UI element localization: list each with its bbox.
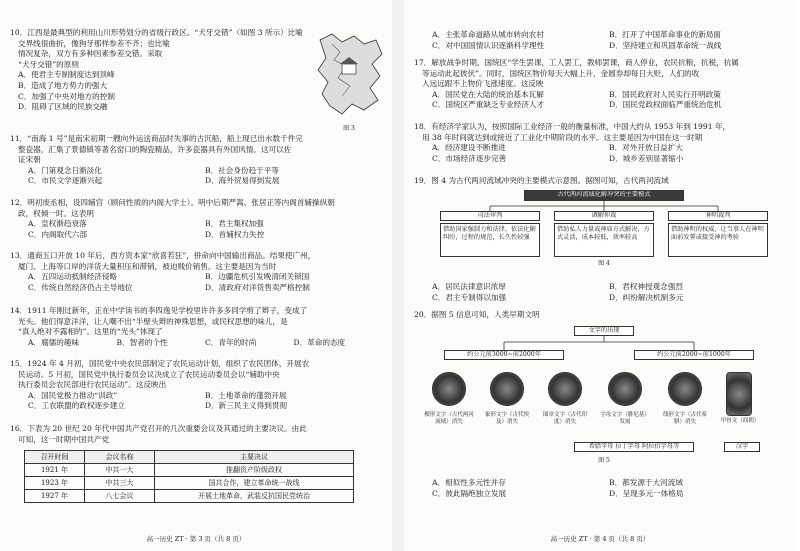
fig5-label-5: 线形文字（古代希腊）消失 bbox=[662, 412, 707, 425]
q15-line-1: 15．1924 年 4 月初，国民党中央农民部制定了农民运动计划，组织了农民团体，开展农 bbox=[10, 359, 310, 368]
question-18 bbox=[414, 122, 786, 164]
q12-options bbox=[10, 219, 382, 240]
q18-option-b[interactable]: B．对外开放日益扩大 bbox=[609, 143, 683, 153]
q13-options bbox=[10, 272, 382, 293]
q20-option-d[interactable]: D．呈现多元一体格局 bbox=[609, 488, 684, 498]
question-16 bbox=[10, 424, 382, 445]
q13-option-d[interactable]: D．清政府对洋货售卖严格控制 bbox=[205, 282, 310, 292]
q16-option-a[interactable]: A．主张革命道路从城市转向农村 bbox=[432, 30, 544, 39]
q15-line-3: 执行委员会农民部进行农民运动”。这反映出 bbox=[18, 380, 167, 390]
fig5-label-6: 甲骨文（商朝） bbox=[720, 418, 760, 424]
hieroglyph-tablet-icon bbox=[490, 372, 524, 406]
q14-options bbox=[10, 338, 382, 349]
q20-option-c[interactable]: C．彼此隔绝独立发展 bbox=[432, 488, 507, 498]
table-cell: 开展土地革命，武装反抗国民党统治 bbox=[155, 490, 354, 503]
question-17 bbox=[414, 58, 786, 111]
linear-script-icon bbox=[668, 372, 702, 406]
fig5-label-4: 字母文字（腓尼基）发展 bbox=[600, 412, 650, 425]
q18-option-c[interactable]: C．市场经济逐步完善 bbox=[432, 153, 507, 163]
q11-line-3: 证宋朝 bbox=[18, 155, 41, 165]
q19-option-c[interactable]: C．君主专制得以加强 bbox=[432, 292, 507, 302]
fig5-label-1: 楔形文字（古代两河流域）消失 bbox=[424, 412, 474, 425]
q14-option-a[interactable]: A．腐儒的趣味 bbox=[28, 337, 80, 347]
fig4-box-1-body: 借助国家强制力和法律，依法化解纠纷，过程的规范，长久性较强 bbox=[440, 223, 540, 257]
q19-option-a[interactable]: A．居民法律意识浓厚 bbox=[432, 282, 506, 291]
fig5-alphabets: 希腊字母 拉丁字母 阿拉伯字母等 bbox=[574, 442, 694, 452]
fig5-label-3: 图章文字（古代印度）消失 bbox=[542, 412, 587, 425]
q18-options bbox=[414, 143, 786, 164]
q16-option-b[interactable]: B．打开了中国革命事业的新局面 bbox=[609, 30, 721, 39]
q17-option-a[interactable]: A．国民党在大陆的统治基本瓦解 bbox=[432, 89, 544, 99]
figure-5-diagram bbox=[424, 326, 784, 474]
q19-line-1: 19．图 4 为古代两河流域冲突的主要模式示意图。据图可知，古代两河流域 bbox=[414, 176, 669, 185]
q19-option-b[interactable]: B．君权神授观念强烈 bbox=[609, 282, 683, 291]
q16-table bbox=[24, 450, 354, 503]
question-20 bbox=[414, 310, 786, 321]
q10-line-1: 10．江西是最典型的利用山川形势划分的省级行政区。“犬牙交错”（如图 3 所示）比喻 bbox=[10, 28, 303, 37]
fig4-connectors bbox=[434, 201, 774, 211]
seal-script-icon bbox=[548, 372, 582, 406]
q16-option-c[interactable]: C．对中国国情认识逐渐科学理性 bbox=[432, 40, 545, 50]
fig5-label-2: 象形文字（古代埃及）消失 bbox=[484, 412, 529, 425]
table-header-row bbox=[25, 451, 354, 464]
question-15 bbox=[10, 359, 382, 412]
q17-option-c[interactable]: C．国统区严重缺乏专业经济人才 bbox=[432, 100, 545, 110]
phoenician-alphabet-icon bbox=[608, 372, 642, 406]
q16-line-1: 16．下表为 20 世纪 20 年代中国共产党召开的几次重要会议及其通过的主要决议。由此 bbox=[10, 424, 307, 433]
table-header: 主要决议 bbox=[155, 451, 354, 464]
page-3 bbox=[0, 0, 392, 551]
q18-option-a[interactable]: A．经济建设不断推进 bbox=[432, 143, 506, 153]
table-row bbox=[25, 464, 354, 477]
q14-option-b[interactable]: B．智者的个性 bbox=[116, 337, 168, 347]
q12-option-a[interactable]: A．皇权渐趋衰落 bbox=[28, 219, 87, 229]
table-header: 会议名称 bbox=[85, 451, 155, 464]
fig4-title: 古代两河流域化解冲突的主要模式 bbox=[524, 190, 684, 201]
q19-option-d[interactable]: D．纠纷解决机制多元 bbox=[609, 292, 684, 302]
fig4-box-1-head: 司法审判 bbox=[440, 211, 540, 221]
q17-option-d[interactable]: D．国民党政权面临严重统治危机 bbox=[609, 100, 722, 110]
q20-option-b[interactable]: B．都发源于大河流域 bbox=[609, 478, 683, 487]
q20-option-a[interactable]: A．相似性多元性并存 bbox=[432, 478, 506, 487]
figure-4-diagram bbox=[434, 190, 774, 270]
q13-line-1: 13．通商五口开放 10 年后，西方资本家“欣喜若狂”，拼命向中国输出商品。结果使广州， bbox=[10, 251, 316, 260]
table-cell: 1927 年 bbox=[25, 490, 85, 503]
q11-line-1: 11．“南海 1 号”是南宋初期一艘向外运送商品时失事的古沉船，船上现已出水数千件完 bbox=[10, 134, 303, 143]
q13-option-b[interactable]: B．边疆危机引发晚清闭关锁国 bbox=[205, 272, 310, 282]
question-12 bbox=[10, 198, 382, 240]
q12-option-c[interactable]: C．内阁取代六部 bbox=[28, 229, 87, 239]
q13-option-c[interactable]: C．传统自然经济仍占主导地位 bbox=[28, 282, 133, 292]
page-footer: 高一历史 ZT · 第 3 页（共 8 页） bbox=[146, 535, 246, 544]
table-cell: 1921 年 bbox=[25, 464, 85, 477]
q10-option-d[interactable]: D．阻碍了区域的民族交融 bbox=[18, 102, 108, 112]
q20-line-1: 20．据图 5 信息可知，人类早期文明 bbox=[414, 310, 540, 319]
fig4-box-3-body: 借助神明的权威，让当事人在神明面前发誓或接受神的考验 bbox=[668, 223, 768, 257]
q11-option-a[interactable]: A．门第观念日渐淡化 bbox=[28, 165, 102, 175]
q18-line-2: 用 38 年时间就达到或接近了工业化中期阶段的水平。这主要是因为中国在这一时期 bbox=[422, 132, 703, 142]
figure-3-caption: 图 3 bbox=[343, 124, 355, 132]
table-cell: 八七会议 bbox=[85, 490, 155, 503]
q12-line-1: 12．明初废丞相，设四辅官（顾问性质的内阁大学士）。明中后期严嵩、张居正等内阁首辅操纵朝 bbox=[10, 198, 335, 207]
fig5-right-period: 约公元前2000~前1000年 bbox=[634, 350, 754, 360]
table-cell: 中共一大 bbox=[85, 464, 155, 477]
question-19-options bbox=[414, 282, 786, 303]
q17-line-2: 等运动此起彼伏”。同时，国统区物价每天大幅上升，金圆券却每日大贬，人们的收 bbox=[422, 68, 700, 78]
table-cell: 1923 年 bbox=[25, 477, 85, 490]
fig5-left-period: 约公元前3000~前2000年 bbox=[444, 350, 564, 360]
figure-3-map bbox=[312, 30, 386, 130]
q17-line-3: 入远远跟不上物价飞涨速度。这反映 bbox=[422, 79, 544, 89]
q13-option-a[interactable]: A．五四运动抵制经济侵略 bbox=[28, 272, 118, 282]
q13-line-2: 厦门、上海等口岸的洋货大量积压和滞销，被迫贱价销售。这主要是因为当时 bbox=[18, 261, 277, 271]
question-13 bbox=[10, 251, 382, 293]
q10-line-3: 情况复杂，双方有多种因素参差交错。采取 bbox=[18, 49, 163, 59]
q11-option-b[interactable]: B．社会身份趋于平等 bbox=[205, 165, 279, 175]
fig4-box-3-head: 神明裁判 bbox=[668, 211, 768, 221]
table-cell: 推翻资产阶级政权 bbox=[155, 464, 354, 477]
jiangxi-map-icon bbox=[312, 30, 386, 120]
figure-5-caption: 图 5 bbox=[598, 457, 610, 464]
figure-4-caption: 图 4 bbox=[598, 260, 610, 267]
q10-option-b[interactable]: B．造成了地方势力的强大 bbox=[18, 80, 108, 90]
fig4-box-2-body: 借助私人力量或神庙方式解决，方式灵活，成本较低，效率较高 bbox=[554, 223, 654, 257]
q14-option-d[interactable]: D．革命的态度 bbox=[293, 337, 346, 347]
q12-option-b[interactable]: B．君主集权加强 bbox=[205, 219, 264, 229]
q11-options bbox=[10, 166, 382, 187]
q15-option-b[interactable]: B．土地革命的蓬勃开展 bbox=[205, 390, 287, 400]
question-20-options bbox=[414, 478, 786, 499]
question-16-options bbox=[414, 30, 786, 51]
page-gutter bbox=[392, 0, 404, 551]
q15-options bbox=[10, 391, 382, 412]
oracle-bone-icon bbox=[726, 372, 752, 416]
q17-line-1: 17．解放战争时期，国统区“学生罢课，工人罢工，教师罢课，商人停业，农民抗粮，抗税，抗属 bbox=[414, 58, 739, 67]
table-cell: 国共合作，建立革命统一战线 bbox=[155, 477, 354, 490]
fig4-box-2-head: 调解仲裁 bbox=[554, 211, 654, 221]
q14-option-c[interactable]: C．青年的时尚 bbox=[205, 337, 257, 347]
q10-option-a[interactable]: A．使君主专制制度达到顶峰 bbox=[18, 70, 115, 80]
cuneiform-tablet-icon bbox=[432, 372, 466, 406]
q15-option-d[interactable]: D．新三民主义得到贯彻 bbox=[205, 401, 288, 411]
question-19 bbox=[414, 176, 786, 187]
q19-options bbox=[414, 282, 786, 303]
q12-line-2: 政，权倾一时。这表明 bbox=[18, 208, 94, 218]
q17-options bbox=[414, 90, 786, 111]
fig5-hanzi: 汉字 bbox=[724, 442, 760, 452]
question-11 bbox=[10, 134, 382, 187]
q14-line-2: 光头。他们得意洋洋，让人嘲不出“半壁头辫的神殊思想，或民权思想的味儿，是 bbox=[18, 316, 288, 326]
q14-line-1: 14．1911 年刚过新年，正在中学读书的李四逸见学校里许许多多同学剪了辫子，变成了 bbox=[10, 306, 308, 315]
table-row bbox=[25, 477, 354, 490]
page-footer: 高一历史 ZT · 第 4 页（共 8 页） bbox=[550, 535, 650, 544]
q20-options bbox=[414, 478, 786, 499]
page-4 bbox=[404, 0, 796, 551]
q16-option-d[interactable]: D．坚持建立和巩固革命统一战线 bbox=[609, 40, 722, 50]
q17-option-b[interactable]: B．国民政府对人民实行开明政策 bbox=[609, 89, 721, 99]
table-header: 召开时间 bbox=[25, 451, 85, 464]
q18-line-1: 18．有经济学家认为，按照国际工业经济一般的衡量标准，中国大约从 1953 年到 1991 年， bbox=[414, 122, 731, 131]
q16-options bbox=[414, 30, 786, 51]
q12-option-d[interactable]: D．首辅权力失控 bbox=[205, 229, 265, 239]
q11-option-c[interactable]: C．市民文学逐渐兴起 bbox=[28, 176, 103, 186]
q16-line-2: 可知，这一时期中国共产党 bbox=[18, 434, 110, 444]
question-14 bbox=[10, 306, 382, 348]
q15-option-c[interactable]: C．工农联盟的政权逐步建立 bbox=[28, 401, 125, 411]
q11-option-d[interactable]: D．海外贸易得到发展 bbox=[205, 176, 280, 186]
q15-line-2: 民运动。5 月初，国民党中执行委员会议决成立了农民运动委员会以“辅助中央 bbox=[18, 369, 280, 379]
q10-line-4: “犬牙交错”的原则 bbox=[18, 59, 79, 69]
q18-option-d[interactable]: D．城乡差别显著缩小 bbox=[609, 153, 684, 163]
q10-option-c[interactable]: C．加强了中央对地方的控制 bbox=[18, 91, 115, 101]
q11-line-2: 整瓷器，汇集了景德镇等著名窑口的陶瓷精品，许多瓷器具有外国风情。这可以佐 bbox=[18, 144, 292, 154]
table-row bbox=[25, 490, 354, 503]
fig5-title: 文字的出现 bbox=[574, 326, 634, 336]
table-cell: 中共三大 bbox=[85, 477, 155, 490]
q10-line-2: 交界线很曲折，像狗牙那样参差不齐；也比喻 bbox=[18, 38, 170, 48]
q14-line-3: “真人绝对不露相的”。这里的“光头”体现了 bbox=[18, 327, 163, 337]
q15-option-a[interactable]: A．国民党极力推动“训政” bbox=[28, 390, 118, 400]
